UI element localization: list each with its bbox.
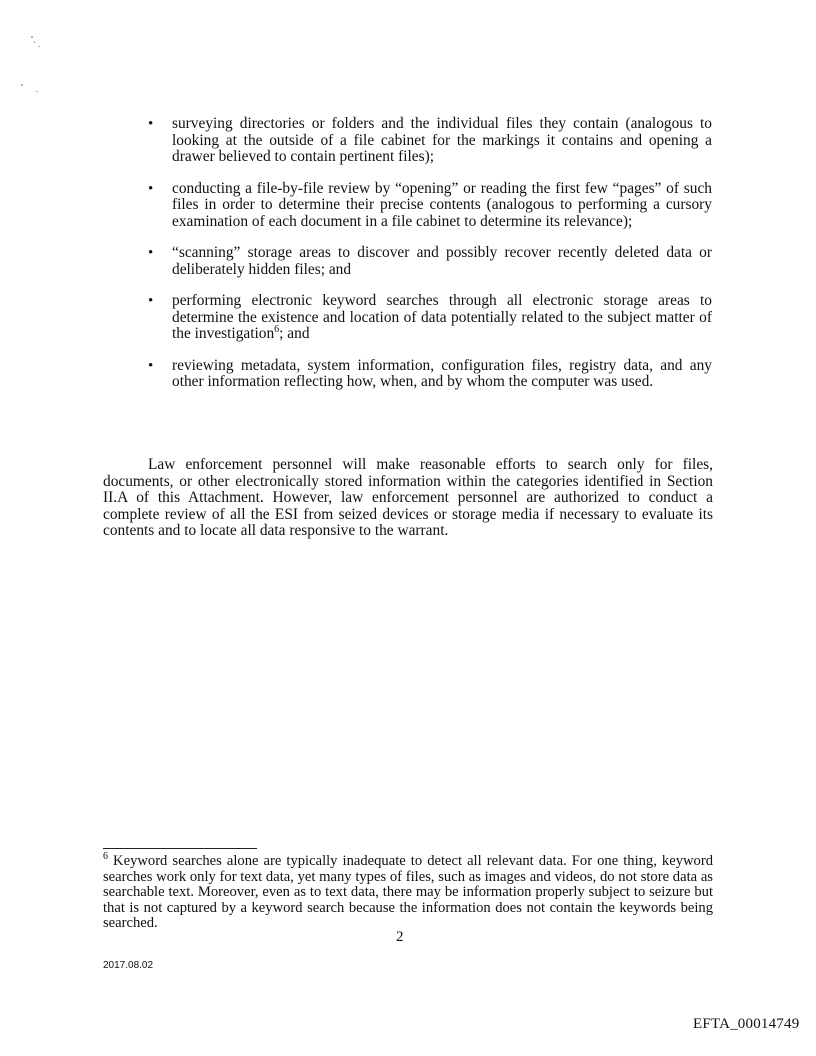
footnote-reference[interactable]: 6 <box>274 323 280 335</box>
scan-speck <box>36 91 38 92</box>
bullet-icon: • <box>148 293 154 309</box>
list-item <box>146 245 712 278</box>
bates-number: EFTA_00014749 <box>693 1016 800 1032</box>
list-item-text: reviewing metadata, system information, configuration files, registry data, and any other information reflecting how, when, and by whom the computer was used. <box>172 356 712 390</box>
list-item <box>146 181 712 231</box>
bullet-icon: • <box>148 180 154 197</box>
list-item <box>146 358 712 391</box>
footnote-text: Keyword searches alone are typically inadequate to detect all relevant data. For one thing, keyword searches work only for text data, yet many types of files, such as images and videos, do not store data as searchable text. Moreover, even as to text data, there may be information properly subject to seizure but that is not captured by a keyword search because the information does not contain the keywords being searched. <box>103 853 713 932</box>
scan-speck <box>31 36 33 38</box>
list-item-text-end: ; and <box>279 325 310 342</box>
list-item-text: surveying directories or folders and the individual files they contain (analogous to looking at the outside of a file cabinet for the markings it contains and opening a drawer believed to contain pertinent files); <box>172 115 712 165</box>
list-item-text: performing electronic keyword searches through all electronic storage areas to determine the existence and location of data potentially related to the subject matter of the investigation <box>172 292 712 342</box>
bullet-icon: • <box>148 245 154 261</box>
bullet-icon: • <box>148 357 154 374</box>
scan-speck <box>34 41 35 43</box>
scan-speck <box>21 84 23 86</box>
scan-speck <box>38 46 40 47</box>
body-paragraph: Law enforcement personnel will make reasonable efforts to search only for files, documents, or other electronically stored information within the categories identified in Section II.A of this Attachment. However, law enforcement personnel are authorized to conduct a complete review of all the ESI from seized devices or storage media if necessary to evaluate its contents and to locate all data responsive to the warrant. <box>103 456 713 539</box>
search-methods-list <box>146 116 712 406</box>
document-date: 2017.08.02 <box>103 960 154 971</box>
bullet-icon: • <box>148 116 154 132</box>
footnote-number: 6 <box>103 851 108 863</box>
list-item <box>146 116 712 166</box>
list-item-text: “scanning” storage areas to discover and possibly recover recently deleted data or deliberately hidden files; and <box>172 244 712 278</box>
footnote <box>103 851 713 932</box>
footnote-divider <box>103 848 257 849</box>
list-item-text: conducting a file-by-file review by “opening” or reading the first few “pages” of such files in order to determine their precise contents (analogous to performing a cursory examination of each document in a file cabinet to determine its relevance); <box>172 179 712 230</box>
list-item <box>146 293 712 343</box>
page-number: 2 <box>396 929 404 945</box>
